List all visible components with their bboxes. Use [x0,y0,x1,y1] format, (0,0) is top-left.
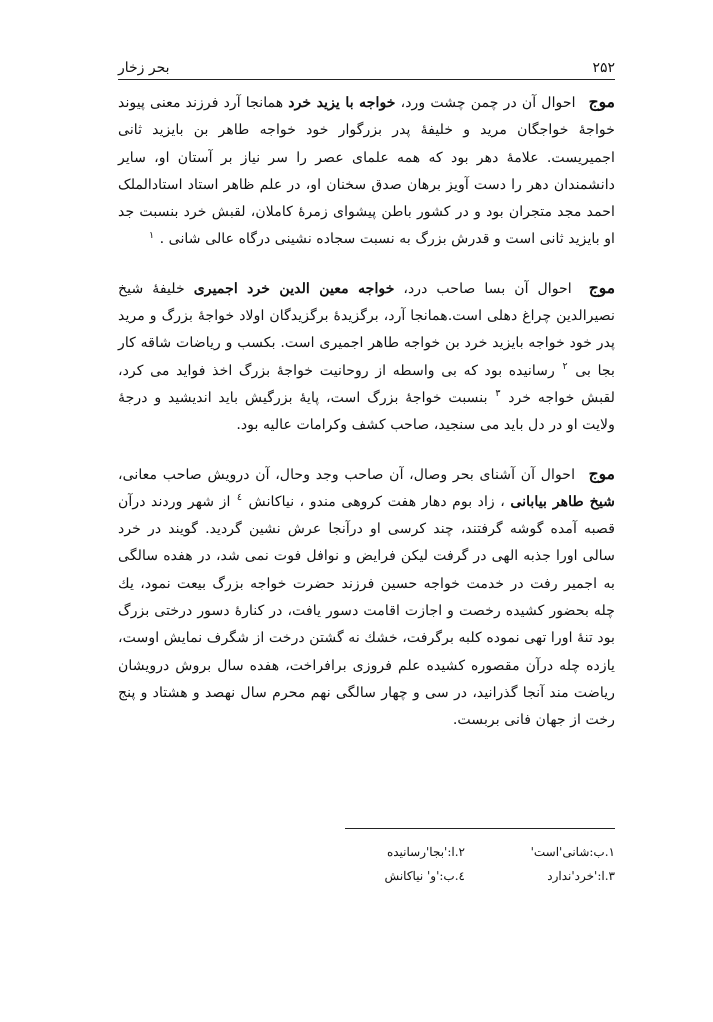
paragraph-text: از شهر وردند درآن قصبه آمده گوشه گرفتند، چند کرسی او درآنجا عرش نشین گردید. گویند در خرد سالی اورا جذبه الهی در گرفت لیکن فرایض و نوافل فوت نمی شد، در هفده سالگی به اجمیر رفت در خدمت خواجه حسین فرزند حضرت خواجه بزرگ بیعت نمود، یك چله بحضور کشیده رخصت و اجازت اقامت دسور یافت، در کنارهٔ دسور درختی بزرگ بود تنهٔ اورا تهی نموده کلبه برگرفت، خشك نه گشتن درخت از شگرف نمایش اوست، یازده چله درآن مقصوره کشیده علم فروزی برافراخت، هفده سال بروش درویشان ریاضت مند آنجا گذرانید، در سی و چهار سالگی نهم محرم سال نهصد و هشتاد و پنج رخت از جهان فانی بربست. [118,493,615,729]
footnote-row [315,840,615,864]
footnotes [315,840,615,888]
footnote-2 [315,840,465,864]
paragraph-text: احوال آن بسا صاحب درد، [403,280,572,297]
paragraph-3 [118,460,615,735]
footnote-row [315,864,615,888]
person-name: خواجه معین الدین خرد اجمیری [193,280,395,297]
paragraph-text: ، زاد بوم دهار هفت کروهی مندو ، نیاکانش [248,493,505,510]
footnote-1 [465,840,615,864]
book-title: بحر زخار [118,60,170,76]
paragraph-text: رسانیده بود که بی واسطه از روحانیت خواجهٔ بزرگ اخذ فواید می کرد، لقبش خواجه خرد [118,362,615,406]
footnote-3 [465,864,615,888]
footnote-text: .ب:شانی'است' [530,845,609,859]
footnote-number: ۲ [458,845,465,859]
footnote-text: .ا:'بجا'رسانیده [386,845,459,859]
paragraph-text: احوال آن آشنای بحر وصال، آن صاحب وجد وحال، آن درویش صاحب معانی، [118,466,576,483]
footnote-ref: ۲ [562,360,568,372]
paragraph-lead: موج [588,277,616,297]
paragraph-text: بنسبت خواجهٔ بزرگ است، پایهٔ بزرگیش باید اندیشید و درجهٔ ولایت او در دل باید می سنجید، صاحب کشف وکرامات عالیه بود. [118,389,615,434]
running-header [118,52,615,76]
footnote-ref: ٤ [236,492,243,504]
person-name: شیخ طاهر بیابانی [510,493,615,510]
paragraph-lead: موج [588,463,615,483]
header-rule [118,79,615,80]
page-number: ۲۵۲ [592,60,615,76]
paragraph-text: خلیفهٔ شیخ نصیرالدین چراغ دهلی است.همانجا آرد، برگزیدهٔ برگزیدگان اولاد خواجهٔ بزرگ و مرید پدر خود خواجه بایزید خرد بن خواجه طاهر اجمیری است. بکسب و ریاضات شاقه کار بجا بی [118,280,615,379]
footnote-number: ۳ [608,869,615,883]
paragraph-text: همانجا آرد فرزند معنی پیوند خواجهٔ خواجگان مرید و خلیفهٔ پدر بزرگوار خود خواجه طاهر بن بایزید ثانی اجمیریست. علامهٔ دهر بود که همه علمای عصر را سر نیاز بر آستان او، سایر دانشمندان دهر را دست آویز برهان صدق سخنان او، در علم ظاهر استاد استادالملک احمد مجد متجران بود و در کشور باطن پیشوای زمرهٔ کاملان، لقبش خرد بنسبت جد او بایزید ثانی است و قدرش بزرگ به نسبت سجاده نشینی درگاه عالی شانی . [118,95,615,248]
footnote-ref: ۱ [149,229,155,241]
footnote-text: .ا:'خرد'ندارد [547,869,609,883]
footnote-number: ۱ [608,845,615,859]
paragraph-text: احوال آن در چمن چشت ورد، [400,95,576,111]
footnote-4 [315,864,465,888]
footnote-number: ٤ [458,869,465,883]
paragraph-lead: موج [588,92,615,111]
footnote-rule [345,828,615,829]
paragraph-2 [118,274,615,440]
body-text [118,88,615,755]
footnote-text: .ب:'و' نیاکانش [384,869,459,883]
footnote-ref: ۳ [495,388,501,400]
person-name: خواجه با یزید خرد [288,95,396,111]
paragraph-1 [118,88,615,254]
